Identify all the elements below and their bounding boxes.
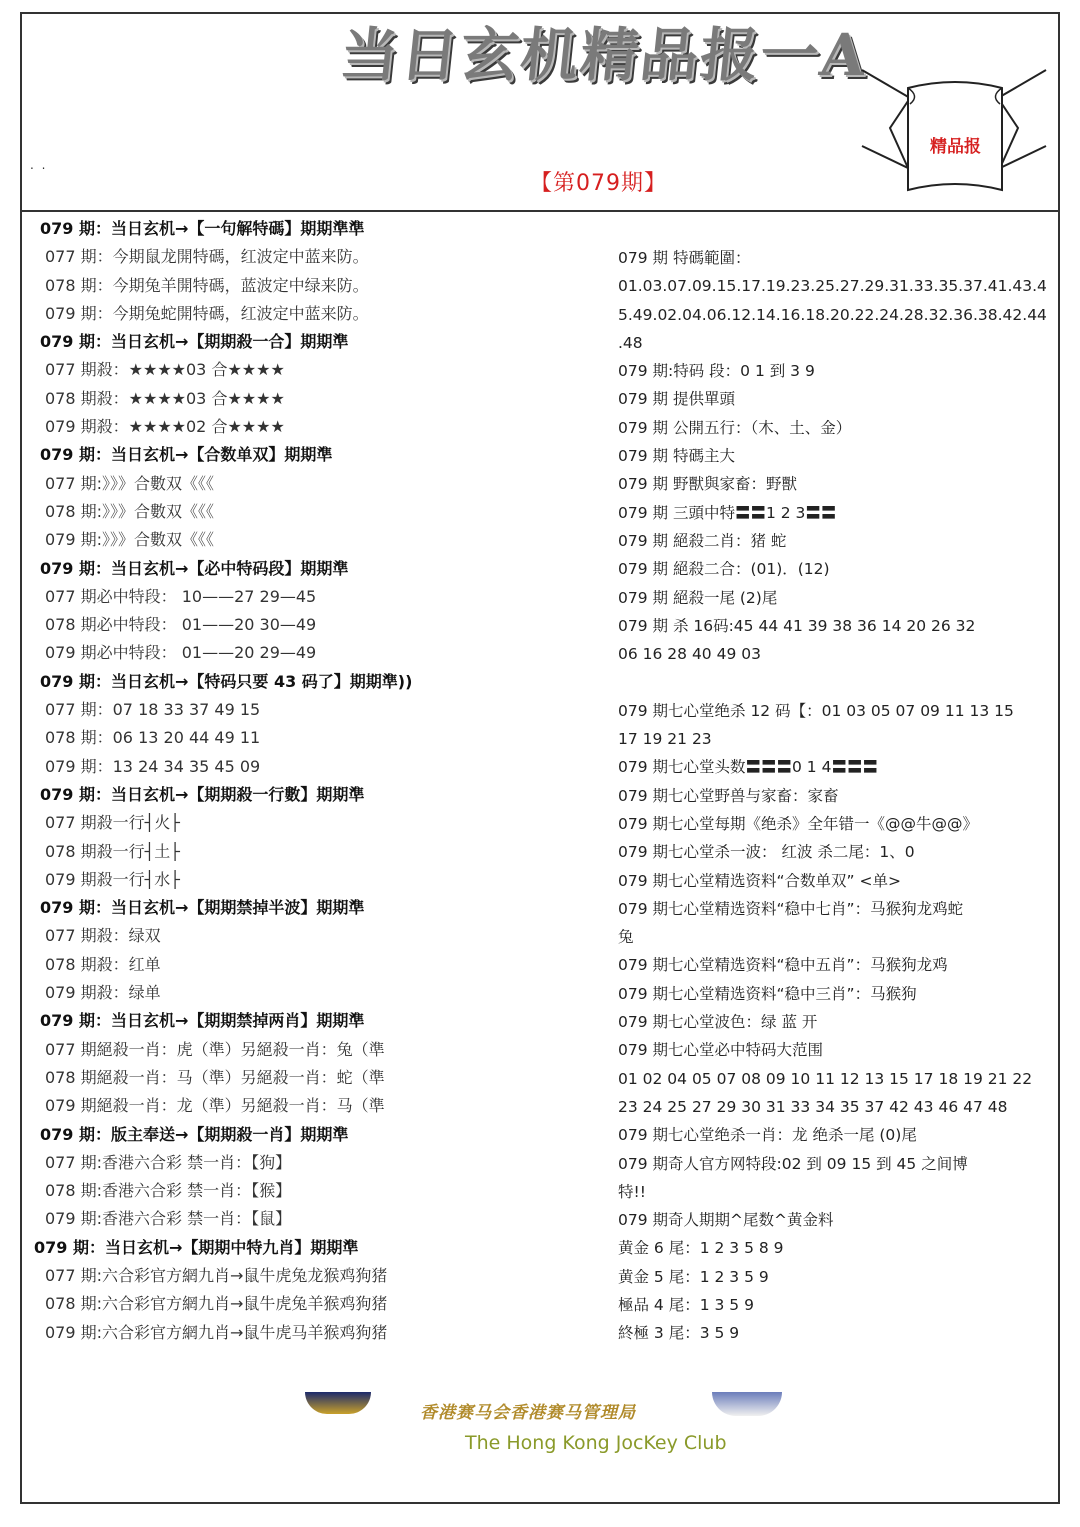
- corner-dots: . .: [30, 158, 48, 172]
- blank-line: [618, 668, 1043, 696]
- info-line: 079 期七心堂每期《绝杀》全年错一《@@牛@@》: [618, 814, 979, 833]
- record-line: 078 期:六合彩官方網九肖→鼠牛虎兔羊猴鸡狗猪: [45, 1294, 388, 1314]
- record-line: 078 期殺：红单: [45, 954, 161, 974]
- record-line: 078 期:香港六合彩 禁一肖：【猴】: [45, 1181, 292, 1201]
- info-line: 079 期七心堂波色：绿 蓝 开: [618, 1013, 818, 1032]
- record-line: 078 期必中特段： 01——20 30—49: [45, 615, 317, 635]
- record-line: 077 期：07 18 33 37 49 15: [45, 700, 261, 720]
- info-line: 終極 3 尾：3 5 9: [618, 1324, 740, 1343]
- info-line: 079 期七心堂精选资料“稳中三肖”：马猴狗: [618, 984, 917, 1003]
- info-line: 079 期 絕殺二合：(01)．(12): [618, 560, 830, 579]
- record-line: 077 期:六合彩官方網九肖→鼠牛虎兔龙猴鸡狗猪: [45, 1265, 388, 1285]
- record-line: 077 期:》》》合數双《《《: [45, 473, 215, 493]
- info-line: 079 期 絕殺二肖：猪 蛇: [618, 531, 787, 550]
- page-title: 当日玄机精品报一A: [336, 21, 871, 89]
- record-line: 079 期絕殺一肖：龙（準）另絕殺一肖：马（準: [45, 1096, 385, 1116]
- info-line: 黄金 5 尾：1 2 3 5 9: [618, 1267, 769, 1286]
- info-line: 極品 4 尾：1 3 5 9: [618, 1295, 754, 1314]
- record-line: 077 期必中特段： 10——27 29—45: [45, 586, 317, 606]
- info-line: 079 期 特碼範圍：: [618, 249, 751, 267]
- record-line: 077 期：今期鼠龙開特碼，红波定中蓝来防。: [45, 247, 369, 267]
- info-line: 079 期七心堂绝杀一肖：龙 绝杀一尾 (0)尾: [618, 1126, 917, 1145]
- record-line: 079 期殺一行┤水├: [45, 869, 180, 889]
- header-divider: [20, 210, 1060, 212]
- info-line: 079 期 特碼主大: [618, 447, 735, 466]
- info-line: 079 期七心堂精选资料“合数单双” <单>: [618, 871, 901, 890]
- info-line: 079 期奇人期期^尾数^黄金料: [618, 1211, 834, 1230]
- record-line: 079 期：13 24 34 35 45 09: [45, 756, 261, 776]
- info-line: 079 期 提供單頭: [618, 390, 735, 409]
- badge-label: 精品报: [930, 137, 981, 157]
- info-line: 079 期 三頭中特〓〓1 2 3〓〓: [618, 503, 837, 522]
- info-line: 079 期 杀 16码:45 44 41 39 38 36 14 20 26 32: [618, 616, 976, 635]
- section-heading: 079 期：当日玄机→【期期中特九肖】期期準: [34, 1237, 359, 1257]
- info-line: 5.49.02.04.06.12.14.16.18.20.22.24.28.32.36.38.42.44: [618, 305, 1047, 324]
- info-line: 079 期:特码 段：0 1 到 3 9: [618, 362, 815, 381]
- record-line: 078 期殺：★★★★03 合★★★★: [45, 388, 285, 408]
- section-heading: 079 期：当日玄机→【期期殺一合】期期準: [40, 332, 349, 352]
- record-line: 078 期：06 13 20 44 49 11: [45, 728, 261, 748]
- info-line: 079 期七心堂精选资料“稳中七肖”：马猴狗龙鸡蛇: [618, 899, 964, 918]
- section-heading: 079 期：当日玄机→【期期殺一行數】期期準: [40, 784, 365, 804]
- section-heading: 079 期：当日玄机→【合数单双】期期準: [40, 445, 333, 465]
- section-heading: 079 期：版主奉送→【期期殺一肖】期期準: [40, 1124, 349, 1144]
- info-line: 黄金 6 尾：1 2 3 5 8 9: [618, 1239, 784, 1258]
- record-line: 078 期殺一行┤土├: [45, 841, 180, 861]
- section-heading: 079 期：当日玄机→【期期禁掉半波】期期準: [40, 898, 365, 918]
- info-line: 079 期七心堂头数〓〓〓0 1 4〓〓〓: [618, 758, 878, 777]
- record-line: 079 期:香港六合彩 禁一肖：【鼠】: [45, 1209, 292, 1229]
- footer-english-name: The Hong Kong JocKey Club: [465, 1432, 727, 1454]
- right-column: [618, 244, 1047, 1348]
- record-line: 079 期：今期兔蛇開特碼，红波定中蓝来防。: [45, 303, 369, 323]
- info-line: 079 期七心堂绝杀 12 码【：01 03 05 07 09 11 13 15: [618, 701, 1014, 720]
- record-line: 078 期：今期兔羊開特碼，蓝波定中绿来防。: [45, 275, 369, 295]
- info-line: 079 期 野獸與家畜：野獸: [618, 475, 797, 494]
- info-line: .48: [618, 333, 643, 352]
- info-line: 079 期七心堂精选资料“稳中五肖”：马猴狗龙鸡: [618, 956, 948, 975]
- record-line: 077 期殺：★★★★03 合★★★★: [45, 360, 285, 380]
- issue-number: 【第079期】: [530, 171, 667, 196]
- info-line: 06 16 28 40 49 03: [618, 645, 761, 664]
- section-heading: 079 期：当日玄机→【期期禁掉两肖】期期準: [40, 1011, 365, 1031]
- info-line: 特!!: [618, 1182, 646, 1201]
- info-line: 01 02 04 05 07 08 09 10 11 12 13 15 17 18 19 21 22: [618, 1069, 1033, 1088]
- section-heading: 079 期：当日玄机→【一句解特碼】期期準準: [40, 219, 365, 238]
- record-line: 079 期:六合彩官方網九肖→鼠牛虎马羊猴鸡狗猪: [45, 1322, 388, 1342]
- left-column: [34, 215, 570, 1347]
- record-line: 078 期:》》》合數双《《《: [45, 501, 215, 521]
- section-heading: 079 期：当日玄机→【特码只要 43 码了】期期準)): [40, 671, 413, 691]
- footer-chinese-name: 香港赛马会香港赛马管理局: [420, 1403, 636, 1423]
- info-line: 17 19 21 23: [618, 730, 712, 749]
- info-line: 兔: [618, 928, 634, 947]
- info-line: 23 24 25 27 29 30 31 33 34 35 37 42 43 46 47 48: [618, 1097, 1008, 1116]
- section-heading: 079 期：当日玄机→【必中特码段】期期準: [40, 558, 349, 578]
- record-line: 077 期:香港六合彩 禁一肖：【狗】: [45, 1152, 292, 1172]
- info-line: 079 期 絕殺一尾 (2)尾: [618, 588, 778, 607]
- record-line: 077 期絕殺一肖：虎（準）另絕殺一肖：兔（準: [45, 1039, 385, 1059]
- info-line: 079 期七心堂必中特码大范围: [618, 1041, 824, 1060]
- record-line: 079 期殺：★★★★02 合★★★★: [45, 417, 285, 437]
- info-line: 079 期七心堂野兽与家畜：家畜: [618, 786, 839, 805]
- info-line: 01.03.07.09.15.17.19.23.25.27.29.31.33.35.37.41.43.4: [618, 277, 1047, 296]
- info-line: 079 期七心堂杀一波： 红波 杀二尾：1、0: [618, 843, 915, 862]
- scroll-banner-icon: [860, 58, 1050, 198]
- info-line: 079 期奇人官方网特段:02 到 09 15 到 45 之间博: [618, 1154, 968, 1173]
- record-line: 077 期殺一行┤火├: [45, 813, 180, 833]
- info-line: 079 期 公開五行：（木、土、金）: [618, 418, 852, 437]
- record-line: 079 期:》》》合數双《《《: [45, 530, 215, 550]
- record-line: 079 期殺：绿单: [45, 983, 161, 1003]
- record-line: 077 期殺：绿双: [45, 926, 161, 946]
- record-line: 078 期絕殺一肖：马（準）另絕殺一肖：蛇（準: [45, 1067, 385, 1087]
- record-line: 079 期必中特段： 01——20 29—49: [45, 643, 317, 663]
